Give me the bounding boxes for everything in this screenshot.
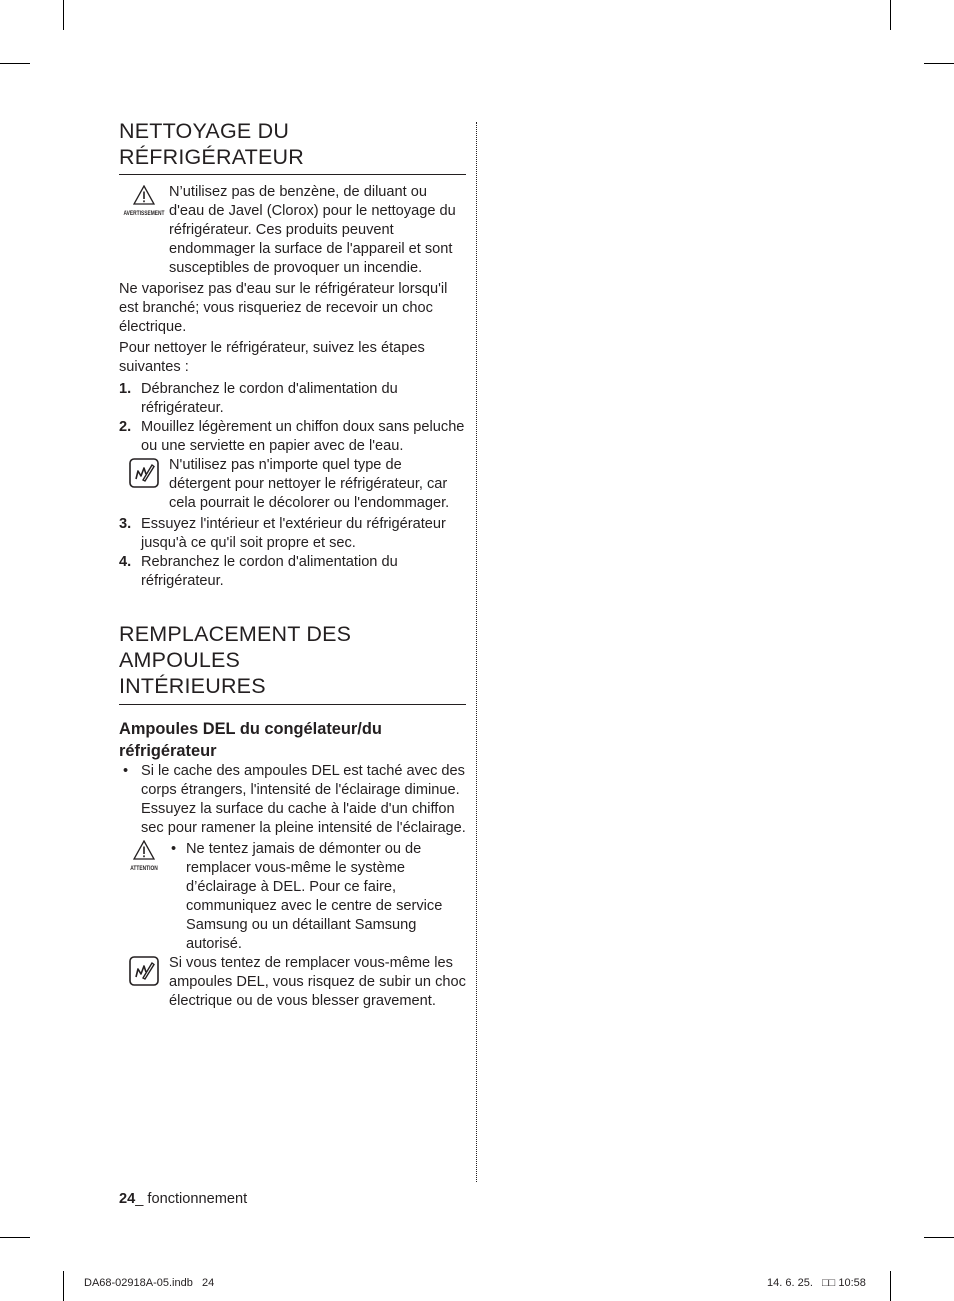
caution-text: Ne tentez jamais de démonter ou de remplacer vous-même le système d’éclairage à DEL. Pour ce faire, communiquez avec le centre de service Samsung ou un détaillant Samsung autorisé. [186, 841, 443, 952]
crop-mark [0, 1237, 30, 1238]
step-number: 1. [119, 381, 132, 397]
bullet-text: Si le cache des ampoules DEL est taché avec des corps étrangers, l'intensité de l'éclairage diminue. Essuyez la surface du cache à l'aide d'un chiffon sec pour ramener la pleine intensité de l'éclairage. [141, 763, 466, 836]
page-number: 24 [119, 1191, 136, 1207]
step-number: 4. [119, 554, 132, 570]
crop-mark [924, 63, 954, 64]
step-number: 3. [119, 516, 132, 532]
print-date: 14. 6. 25. □□ 10:58 [767, 1277, 866, 1289]
title-line: REMPLACEMENT DES AMPOULES [119, 622, 352, 672]
list-item [119, 380, 466, 418]
step-number: 2. [119, 419, 132, 435]
warning-label: AVERTISSEMENT [123, 210, 165, 217]
crop-mark [63, 1271, 64, 1301]
title-line: RÉFRIGÉRATEUR [119, 145, 304, 169]
step-text: Essuyez l'intérieur et l'extérieur du réfrigérateur jusqu'à ce qu'il soit propre et sec. [141, 516, 446, 551]
title-line: INTÉRIEURES [119, 674, 266, 698]
content-column [119, 118, 466, 1011]
column-divider [476, 122, 477, 1182]
crop-mark [63, 0, 64, 30]
paragraph: Pour nettoyer le réfrigérateur, suivez les étapes suivantes : [119, 340, 425, 375]
note-text: N'utilisez pas n'importe quel type de détergent pour nettoyer le réfrigérateur, car cela pourrait le décolorer ou l'endommager. [169, 457, 450, 511]
warning-icon-wrap [119, 185, 169, 218]
section-title-bulbs [119, 621, 466, 705]
crop-mark [890, 1271, 891, 1301]
list-item [119, 418, 466, 456]
note-icon [129, 458, 159, 488]
page-label: _ fonctionnement [135, 1191, 248, 1207]
warning-icon [133, 185, 155, 205]
step-text: Débranchez le cordon d'alimentation du réfrigérateur. [141, 381, 398, 416]
file-name: DA68-02918A-05.indb 24 [84, 1277, 215, 1289]
bullet-symbol: • [171, 841, 177, 857]
section-title-cleaning [119, 118, 466, 175]
crop-mark [924, 1237, 954, 1238]
caution-icon [133, 840, 155, 860]
bullet-symbol: • [123, 763, 129, 779]
caution-block [119, 840, 466, 954]
caution-icon-wrap [119, 840, 169, 873]
page-footer [119, 1191, 247, 1207]
list-item [119, 515, 466, 553]
note-icon [129, 956, 159, 986]
step-text: Mouillez légèrement un chiffon doux sans peluche ou une serviette en papier avec de l'eau. [141, 419, 465, 454]
cleaning-steps [119, 380, 466, 456]
step-text: Rebranchez le cordon d'alimentation du réfrigérateur. [141, 554, 398, 589]
paragraph: Ne vaporisez pas d'eau sur le réfrigérateur lorsqu'il est branché; vous risqueriez de recevoir un choc électrique. [119, 281, 448, 335]
cleaning-steps-continued [119, 515, 466, 591]
note-text: Si vous tentez de remplacer vous-même les ampoules DEL, vous risquez de subir un choc électrique ou de vous blesser gravement. [169, 955, 466, 1009]
subsection-title: Ampoules DEL du congélateur/du réfrigérateur [119, 720, 382, 760]
warning-text: N’utilisez pas de benzène, de diluant ou d'eau de Javel (Clorox) pour le nettoyage du réfrigérateur. Ces produits peuvent endommager la surface de l'appareil et sont susceptibles de provoquer un incendie. [169, 184, 456, 276]
crop-mark [0, 63, 30, 64]
warning-block [119, 183, 466, 278]
list-item [119, 553, 466, 591]
note-icon-wrap [129, 956, 159, 991]
note-icon-wrap [129, 458, 159, 493]
list-item [169, 840, 466, 954]
caution-label: ATTENTION [130, 865, 158, 872]
note-block [119, 954, 466, 1011]
crop-mark [890, 0, 891, 30]
title-line: NETTOYAGE DU [119, 119, 290, 143]
note-block [119, 456, 466, 513]
list-item [119, 762, 466, 838]
